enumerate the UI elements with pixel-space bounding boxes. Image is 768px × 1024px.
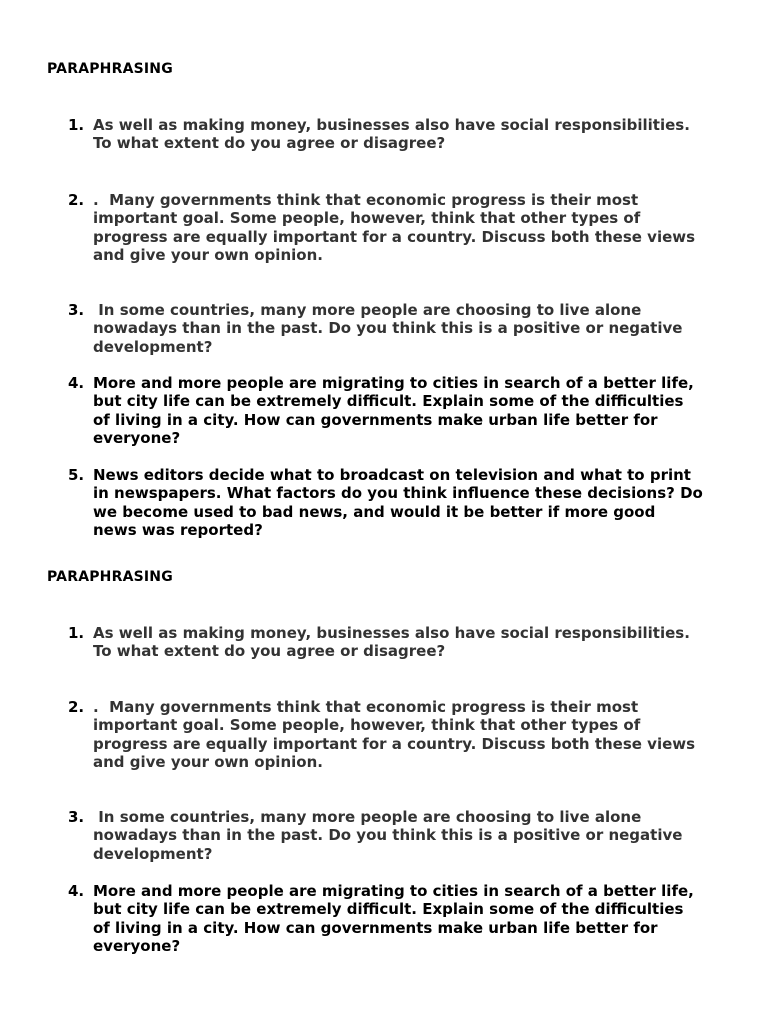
list-item: [68, 116, 728, 153]
list-item-text: [93, 374, 728, 448]
list-item-number: 3.: [68, 301, 85, 319]
list-item-line: More and more people are migrating to cities in search of a better life,: [93, 882, 694, 900]
section-heading: PARAPHRASING: [47, 569, 173, 585]
list-item: [68, 301, 728, 356]
list-item-line: of living in a city. How can governments make urban life better for: [93, 918, 658, 937]
list-item: [68, 191, 728, 265]
list-item-line: in newspapers. What factors do you think influence these decisions? Do: [93, 484, 703, 503]
list-item-number: 4.: [68, 374, 85, 392]
list-item: [68, 808, 728, 863]
list-item-text: [93, 301, 728, 356]
list-item: [68, 698, 728, 772]
list-item-text: [93, 808, 728, 863]
list-item-line: everyone?: [93, 429, 181, 448]
list-item-line: nowadays than in the past. Do you think this is a positive or negative: [93, 319, 683, 338]
list-item-line: More and more people are migrating to cities in search of a better life,: [93, 374, 694, 392]
list-item-line: important goal. Some people, however, think that other types of: [93, 209, 641, 228]
list-item-line: of living in a city. How can governments make urban life better for: [93, 410, 658, 429]
list-item-line: As well as making money, businesses also have social responsibilities.: [93, 116, 690, 134]
list-item-line: To what extent do you agree or disagree?: [93, 642, 446, 661]
list-item-line: As well as making money, businesses also have social responsibilities.: [93, 624, 690, 642]
list-item-line: but city life can be extremely difficult. Explain some of the difficulties: [93, 392, 684, 411]
list-item-line: In some countries, many more people are choosing to live alone: [93, 808, 642, 826]
list-item: [68, 466, 728, 540]
list-item-line: nowadays than in the past. Do you think this is a positive or negative: [93, 826, 683, 845]
list-item-line: and give your own opinion.: [93, 246, 323, 265]
list-item: [68, 882, 728, 956]
list-item-line: To what extent do you agree or disagree?: [93, 134, 446, 153]
list-item-text: [93, 191, 728, 265]
list-item-text: [93, 116, 728, 153]
section-heading: PARAPHRASING: [47, 61, 173, 77]
list-item-line: progress are equally important for a country. Discuss both these views: [93, 734, 696, 753]
list-item-number: 1.: [68, 624, 85, 642]
list-item-text: [93, 624, 728, 661]
list-item-line: . Many governments think that economic progress is their most: [93, 191, 639, 209]
list-item-line: everyone?: [93, 937, 181, 956]
list-item-number: 1.: [68, 116, 85, 134]
list-item-text: [93, 698, 728, 772]
list-item: [68, 624, 728, 661]
list-item-line: development?: [93, 844, 213, 863]
list-item-line: In some countries, many more people are choosing to live alone: [93, 301, 642, 319]
list-item-text: [93, 882, 728, 956]
list-item-line: we become used to bad news, and would it be better if more good: [93, 502, 656, 521]
list-item-line: important goal. Some people, however, think that other types of: [93, 716, 641, 735]
list-item-text: [93, 466, 728, 540]
list-item-line: and give your own opinion.: [93, 753, 323, 772]
list-item-line: . Many governments think that economic progress is their most: [93, 698, 639, 716]
list-item-line: news was reported?: [93, 521, 263, 540]
list-item-number: 5.: [68, 466, 85, 484]
list-item-line: progress are equally important for a country. Discuss both these views: [93, 227, 696, 246]
list-item-number: 4.: [68, 882, 85, 900]
list-item-line: but city life can be extremely difficult. Explain some of the difficulties: [93, 900, 684, 919]
list-item-number: 3.: [68, 808, 85, 826]
list-item-line: News editors decide what to broadcast on television and what to print: [93, 466, 691, 484]
list-item-number: 2.: [68, 698, 85, 716]
list-item-line: development?: [93, 337, 213, 356]
list-item: [68, 374, 728, 448]
list-item-number: 2.: [68, 191, 85, 209]
